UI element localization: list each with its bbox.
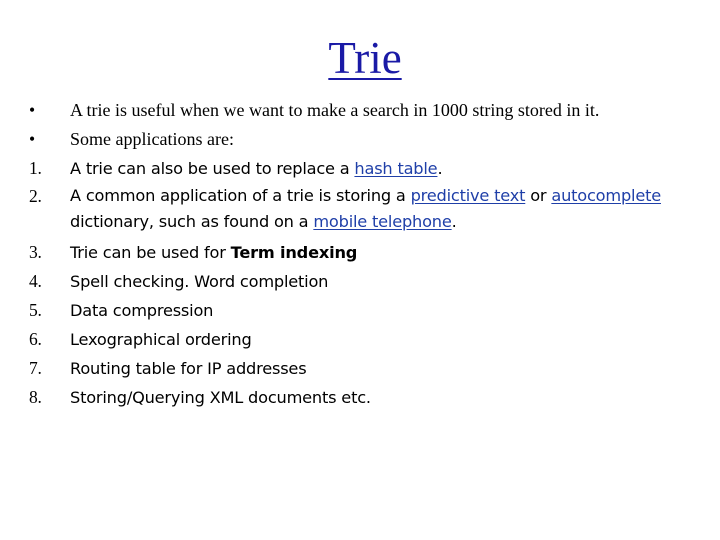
slide-title[interactable]: Trie bbox=[328, 33, 402, 83]
list-item-7 bbox=[29, 354, 709, 383]
item-number: 3. bbox=[29, 242, 42, 262]
list-item-1 bbox=[29, 154, 709, 183]
item-text-end: . bbox=[437, 159, 443, 178]
slide-body bbox=[29, 96, 709, 412]
item-text: Lexographical ordering bbox=[70, 330, 252, 349]
autocomplete-link[interactable]: autocomplete bbox=[551, 186, 661, 205]
item-text: Routing table for IP addresses bbox=[70, 359, 307, 378]
item-text-mid: dictionary, such as found on a bbox=[70, 212, 314, 231]
bullet-marker: • bbox=[29, 129, 36, 149]
bullet-text: Some applications are: bbox=[70, 129, 234, 149]
list-item-8 bbox=[29, 383, 709, 412]
bullet-item bbox=[29, 125, 709, 154]
bullet-text: A trie is useful when we want to make a search in 1000 string stored in it. bbox=[70, 100, 600, 120]
item-text: Spell checking. Word completion bbox=[70, 272, 329, 291]
bullet-item bbox=[29, 96, 709, 125]
item-number: 7. bbox=[29, 358, 42, 378]
item-text: Storing/Querying XML documents etc. bbox=[70, 388, 371, 407]
predictive-text-link[interactable]: predictive text bbox=[410, 186, 526, 205]
item-number: 8. bbox=[29, 387, 42, 407]
item-number: 5. bbox=[29, 300, 42, 320]
item-text: A common application of a trie is storing a bbox=[70, 186, 411, 205]
item-number: 2. bbox=[29, 186, 42, 206]
list-item-5 bbox=[29, 296, 709, 325]
hash-table-link[interactable]: hash table bbox=[354, 159, 438, 178]
item-text-mid: or bbox=[525, 186, 552, 205]
item-number: 1. bbox=[29, 158, 42, 178]
item-number: 6. bbox=[29, 329, 42, 349]
item-text: Trie can be used for bbox=[70, 243, 231, 262]
item-text-end: . bbox=[451, 212, 457, 231]
item-number: 4. bbox=[29, 271, 42, 291]
list-item-4 bbox=[29, 267, 709, 296]
mobile-telephone-link[interactable]: mobile telephone bbox=[313, 212, 452, 231]
bullet-marker: • bbox=[29, 100, 36, 120]
list-item-2 bbox=[29, 183, 709, 238]
list-item-6 bbox=[29, 325, 709, 354]
list-item-3 bbox=[29, 238, 709, 267]
item-text: A trie can also be used to replace a bbox=[70, 159, 355, 178]
term-indexing-bold: Term indexing bbox=[230, 243, 358, 262]
item-text: Data compression bbox=[70, 301, 214, 320]
